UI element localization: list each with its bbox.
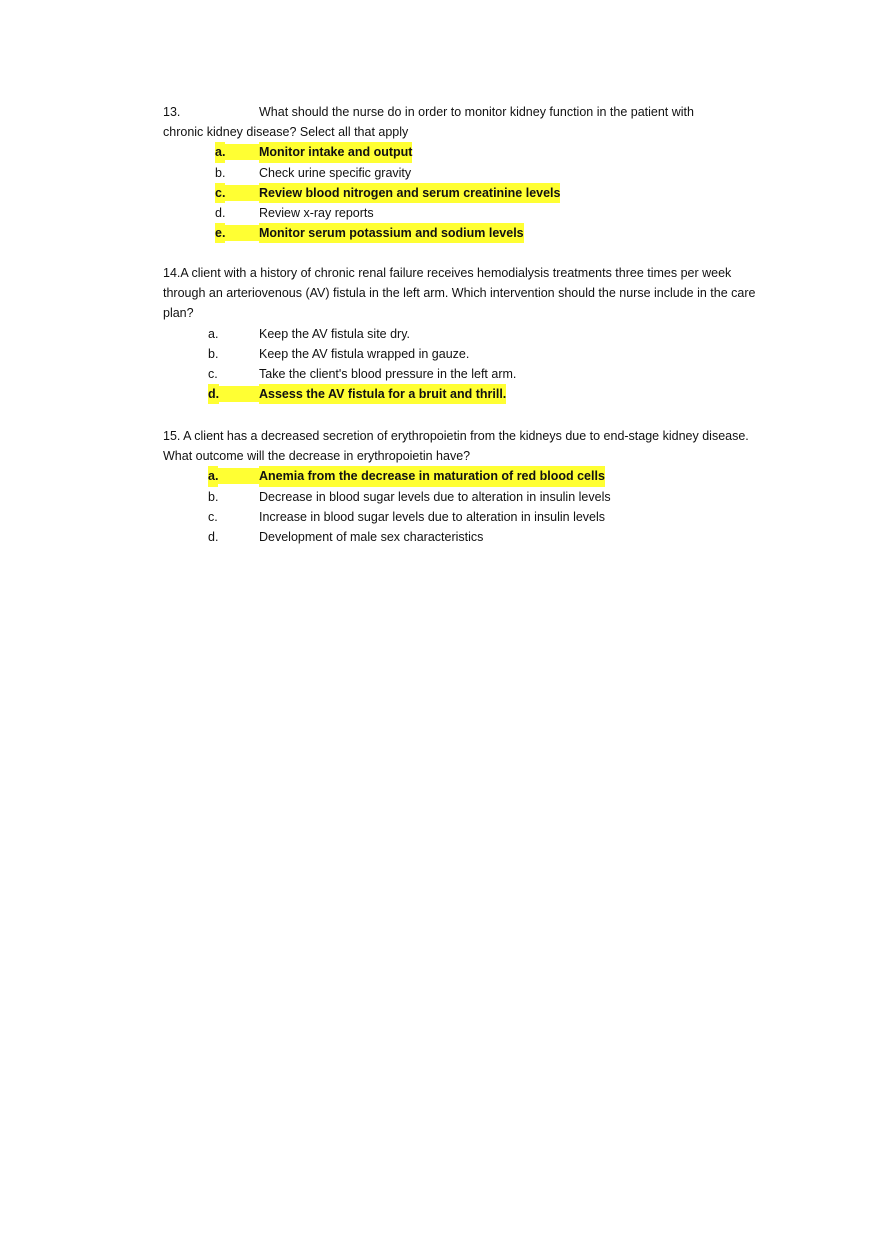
question-stem: 14.A client with a history of chronic renal failure receives hemodialysis treatments three times per week through an arteriovenous (AV) fistula in the left arm. Which intervention should the nurse include in the care plan? [163, 266, 756, 321]
option-text: Monitor intake and output [259, 142, 412, 162]
answer-option-e [163, 223, 773, 243]
answer-option-a [163, 324, 773, 344]
option-letter: d. [208, 384, 219, 404]
answer-option-a [163, 142, 773, 162]
option-letter: c. [215, 183, 225, 203]
answer-options [163, 142, 773, 243]
answer-option-c [163, 507, 773, 527]
option-letter: a. [208, 326, 219, 341]
option-letter: a. [208, 466, 218, 486]
option-text: Check urine specific gravity [259, 165, 412, 180]
answer-option-b [163, 487, 773, 507]
option-text: Increase in blood sugar levels due to alteration in insulin levels [259, 509, 606, 524]
answer-option-b [163, 344, 773, 364]
option-letter: b. [208, 346, 219, 361]
option-letter: b. [215, 165, 226, 180]
question-number: 13. [163, 105, 181, 119]
option-text: Keep the AV fistula wrapped in gauze. [259, 346, 470, 361]
question-stem: 15. A client has a decreased secretion of erythropoietin from the kidneys due to end-stage kidney disease. What outcome will the decrease in erythropoietin have? [163, 429, 749, 464]
answer-option-d [163, 527, 773, 547]
answer-option-c [163, 183, 773, 203]
option-letter: b. [208, 489, 219, 504]
answer-option-a [163, 466, 773, 486]
option-letter: a. [215, 142, 225, 162]
answer-option-c [163, 364, 773, 384]
option-text: Monitor serum potassium and sodium levels [259, 223, 524, 243]
question-14 [163, 263, 773, 404]
option-text: Review blood nitrogen and serum creatinine levels [259, 183, 560, 203]
option-text: Take the client's blood pressure in the left arm. [259, 366, 517, 381]
question-stem-text: What should the nurse do in order to monitor kidney function in the patient with [259, 105, 694, 119]
option-text: Keep the AV fistula site dry. [259, 326, 411, 341]
question-15 [163, 426, 773, 547]
question-stem [163, 102, 773, 142]
option-text: Review x-ray reports [259, 205, 374, 220]
answer-options [163, 324, 773, 405]
question-stem-text-continued: chronic kidney disease? Select all that apply [163, 125, 409, 140]
answer-option-b [163, 163, 773, 183]
option-text: Anemia from the decrease in maturation of red blood cells [259, 466, 605, 486]
answer-option-d [163, 203, 773, 223]
answer-options [163, 466, 773, 547]
option-text: Decrease in blood sugar levels due to alteration in insulin levels [259, 489, 611, 504]
option-letter: c. [208, 366, 218, 381]
question-13 [163, 102, 773, 243]
option-text: Assess the AV fistula for a bruit and thrill. [259, 384, 506, 404]
option-letter: c. [208, 509, 218, 524]
option-text: Development of male sex characteristics [259, 529, 484, 544]
answer-option-d [163, 384, 773, 404]
option-letter: d. [215, 205, 226, 220]
option-letter: d. [208, 529, 219, 544]
option-letter: e. [215, 223, 225, 243]
